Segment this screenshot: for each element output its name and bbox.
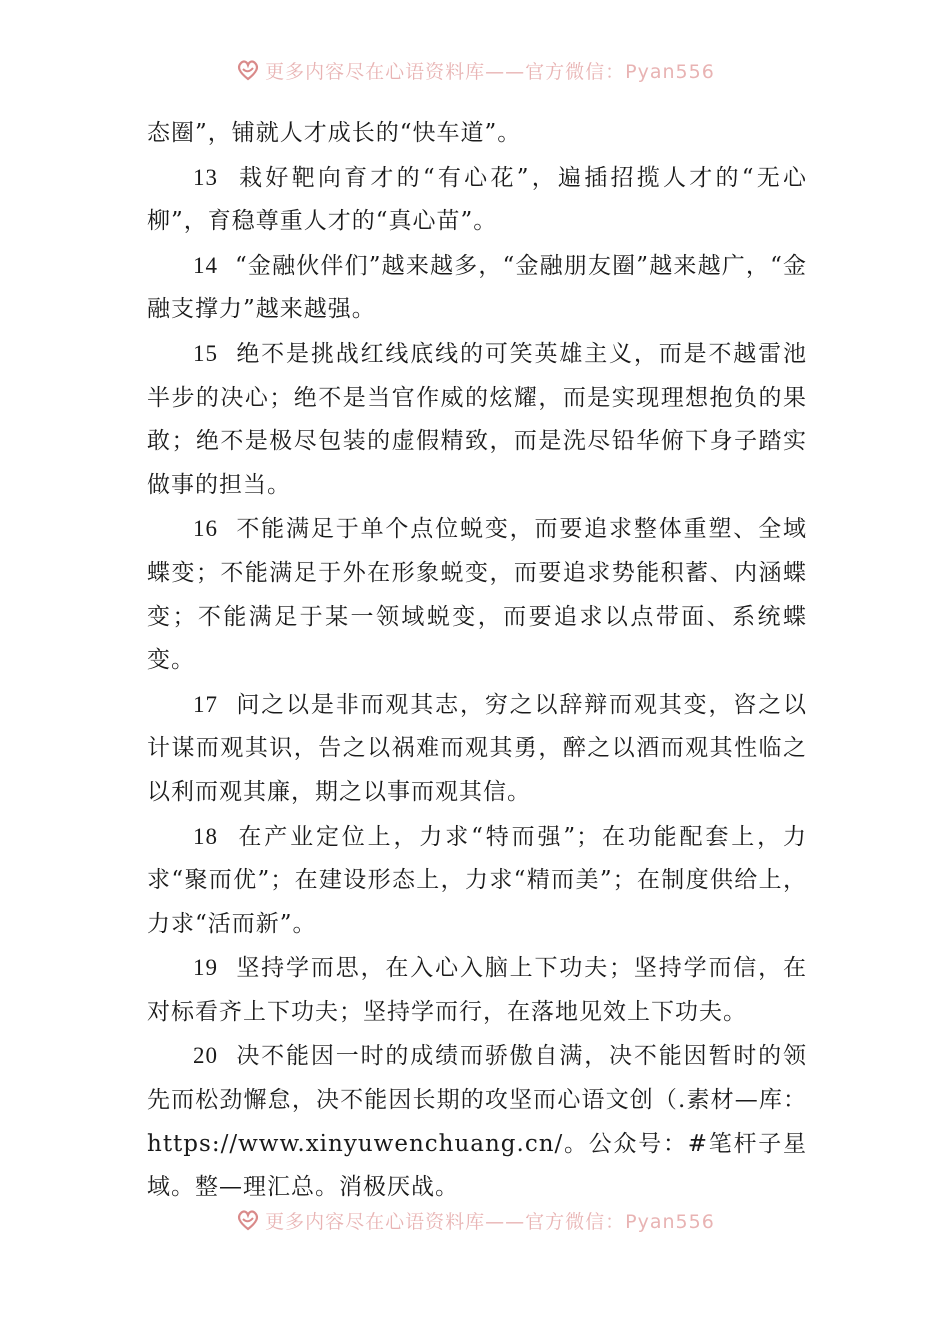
paragraph-number: 15 xyxy=(193,340,218,366)
paragraph-number: 13 xyxy=(193,164,218,190)
paragraph-number: 14 xyxy=(193,252,218,278)
paragraph-17 xyxy=(147,683,807,815)
paragraph-13 xyxy=(147,156,807,244)
paragraph-20 xyxy=(147,1034,807,1209)
paragraph-number: 18 xyxy=(193,823,218,849)
heart-logo-icon xyxy=(235,57,261,83)
paragraph-18 xyxy=(147,815,807,947)
watermark-text: 更多内容尽在心语资料库——官方微信：Pyan556 xyxy=(265,60,715,83)
paragraph-number: 17 xyxy=(193,691,218,717)
paragraph-text: 绝不是挑战红线底线的可笑英雄主义，而是不越雷池半步的决心；绝不是当官作威的炫耀，而是实现理想抱负的果敢；绝不是极尽包装的虚假精致，而是洗尽铅华俯下身子踏实做事的担当。 xyxy=(147,340,808,498)
paragraph-text: 决不能因一时的成绩而骄傲自满，决不能因暂时的领先而松劲懈怠，决不能因长期的攻坚而心语文创（.素材—库：https://www.xinyuwenchuang.cn/。公众号：#笔杆子星域。整—理汇总。消极厌战。 xyxy=(147,1043,808,1201)
paragraph-text: “金融伙伴们”越来越多，“金融朋友圈”越来越广，“金融支撑力”越来越强。 xyxy=(147,252,807,323)
paragraph-number: 16 xyxy=(193,516,218,542)
watermark-header xyxy=(0,50,950,90)
watermark-footer xyxy=(0,1200,950,1240)
paragraph-text: 坚持学而思，在入心入脑上下功夫；坚持学而信，在对标看齐上下功夫；坚持学而行，在落地见效上下功夫。 xyxy=(147,955,808,1025)
paragraph-text: 态圈”，铺就人才成长的“快车道”。 xyxy=(147,120,522,146)
paragraph-number: 20 xyxy=(193,1043,218,1069)
paragraph-15 xyxy=(147,332,807,507)
paragraph-text: 不能满足于单个点位蜕变，而要追求整体重塑、全域蝶变；不能满足于外在形象蜕变，而要追求势能积蓄、内涵蝶变；不能满足于某一领域蜕变，而要追求以点带面、系统蝶变。 xyxy=(147,516,808,674)
paragraph-14 xyxy=(147,244,807,332)
paragraph-text: 栽好靶向育才的“有心花”，遍插招揽人才的“无心柳”，育稳尊重人才的“真心苗”。 xyxy=(147,164,808,235)
paragraph-0 xyxy=(147,112,807,156)
paragraph-text: 在产业定位上，力求“特而强”；在功能配套上，力求“聚而优”；在建设形态上，力求“精而美”；在制度供给上，力求“活而新”。 xyxy=(147,823,807,937)
paragraph-text: 问之以是非而观其志，穷之以辞辩而观其变，咨之以计谋而观其识，告之以祸难而观其勇，醉之以酒而观其性临之以利而观其廉，期之以事而观其信。 xyxy=(147,691,808,805)
document-body xyxy=(147,112,807,1210)
heart-logo-icon xyxy=(235,1207,261,1233)
paragraph-19 xyxy=(147,946,807,1034)
paragraph-16 xyxy=(147,507,807,682)
watermark-text: 更多内容尽在心语资料库——官方微信：Pyan556 xyxy=(265,1210,715,1233)
paragraph-number: 19 xyxy=(193,955,218,981)
